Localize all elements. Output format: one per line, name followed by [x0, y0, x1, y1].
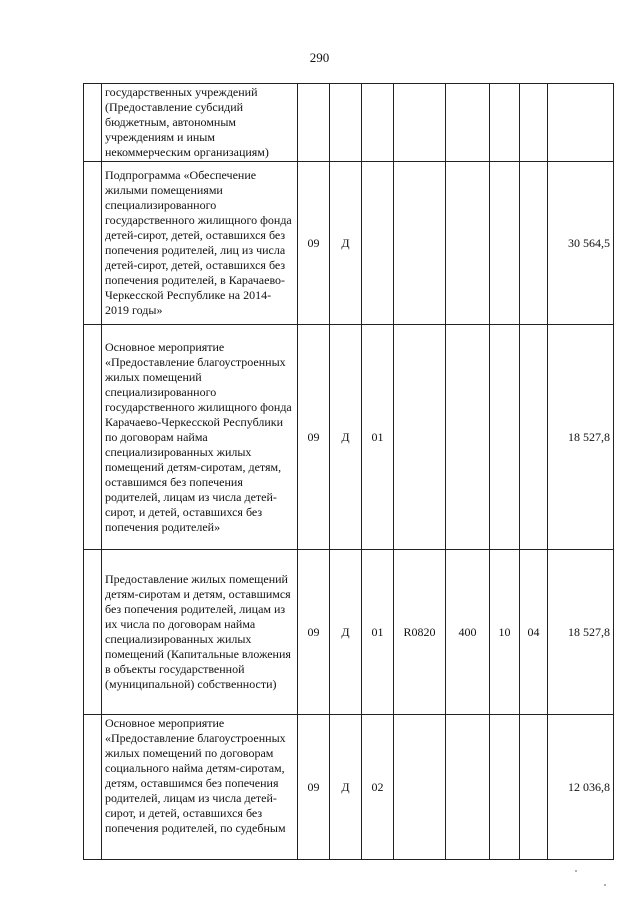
code-cell [394, 325, 446, 550]
code-cell: Д [330, 325, 362, 550]
code-cell [490, 715, 520, 860]
code-cell [362, 162, 394, 325]
code-cell [446, 162, 490, 325]
code-cell [330, 84, 362, 162]
code-cell [520, 84, 548, 162]
code-cell [520, 162, 548, 325]
page-number: 290 [309, 50, 330, 65]
row-name: Основное мероприятие «Предоставление благоустроенных жилых помещений специализированного государственного жилищного фонда Карачаево-Черкесской Республики по договорам найма специализированных жилых помещений детям-сиротам, детям, оставшимся без попечения родителей, лицам из числа детей-сирот, и детей, оставшихся без попечения родителей» [102, 325, 298, 550]
table-row [84, 715, 614, 860]
code-cell: R0820 [394, 550, 446, 715]
code-cell [446, 84, 490, 162]
blank-cell [84, 84, 102, 162]
table-row [84, 162, 614, 325]
code-cell [520, 715, 548, 860]
amount-cell: 18 527,8 [548, 325, 614, 550]
amount-cell [548, 84, 614, 162]
code-cell: 09 [298, 162, 330, 325]
code-cell [490, 84, 520, 162]
code-cell: 09 [298, 715, 330, 860]
blank-cell [84, 715, 102, 860]
row-name: государственных учреждений (Предоставление субсидий бюджетным, автономным учреждениям и иным некоммерческим организациям) [102, 84, 298, 162]
blank-cell [84, 162, 102, 325]
code-cell [520, 325, 548, 550]
amount-cell: 12 036,8 [548, 715, 614, 860]
budget-table [83, 83, 614, 860]
code-cell [394, 84, 446, 162]
code-cell: Д [330, 550, 362, 715]
code-cell [362, 84, 394, 162]
table-row [84, 325, 614, 550]
table-row [84, 550, 614, 715]
code-cell [394, 162, 446, 325]
scan-speck [575, 870, 577, 872]
code-cell: Д [330, 715, 362, 860]
code-cell [446, 715, 490, 860]
table-row [84, 84, 614, 162]
amount-cell: 30 564,5 [548, 162, 614, 325]
code-cell: 09 [298, 550, 330, 715]
code-cell: 01 [362, 550, 394, 715]
blank-cell [84, 325, 102, 550]
code-cell: 09 [298, 325, 330, 550]
code-cell [490, 325, 520, 550]
scan-speck [604, 884, 606, 886]
code-cell [490, 162, 520, 325]
row-name: Подпрограмма «Обеспечение жилыми помещениями специализированного государственного жилищного фонда детей-сирот, детей, оставшихся без попечения родителей, лиц из числа детей-сирот, детей, оставшихся без попечения родителей, в Карачаево-Черкесской Республике на 2014-2019 годы» [102, 162, 298, 325]
row-name: Предоставление жилых помещений детям-сиротам и детям, оставшимся без попечения родителей, лицам из их числа по договорам найма специализированных жилых помещений (Капитальные вложения в объекты государственной (муниципальной) собственности) [102, 550, 298, 715]
code-cell: Д [330, 162, 362, 325]
code-cell [394, 715, 446, 860]
amount-cell: 18 527,8 [548, 550, 614, 715]
code-cell: 02 [362, 715, 394, 860]
code-cell [446, 325, 490, 550]
code-cell [298, 84, 330, 162]
code-cell: 04 [520, 550, 548, 715]
blank-cell [84, 550, 102, 715]
row-name: Основное мероприятие «Предоставление благоустроенных жилых помещений по договорам социального найма детям-сиротам, детям, оставшимся без попечения родителей, лицам из числа детей-сирот, и детей, оставшихся без попечения родителей, по судебным [102, 715, 298, 860]
code-cell: 400 [446, 550, 490, 715]
code-cell: 01 [362, 325, 394, 550]
code-cell: 10 [490, 550, 520, 715]
